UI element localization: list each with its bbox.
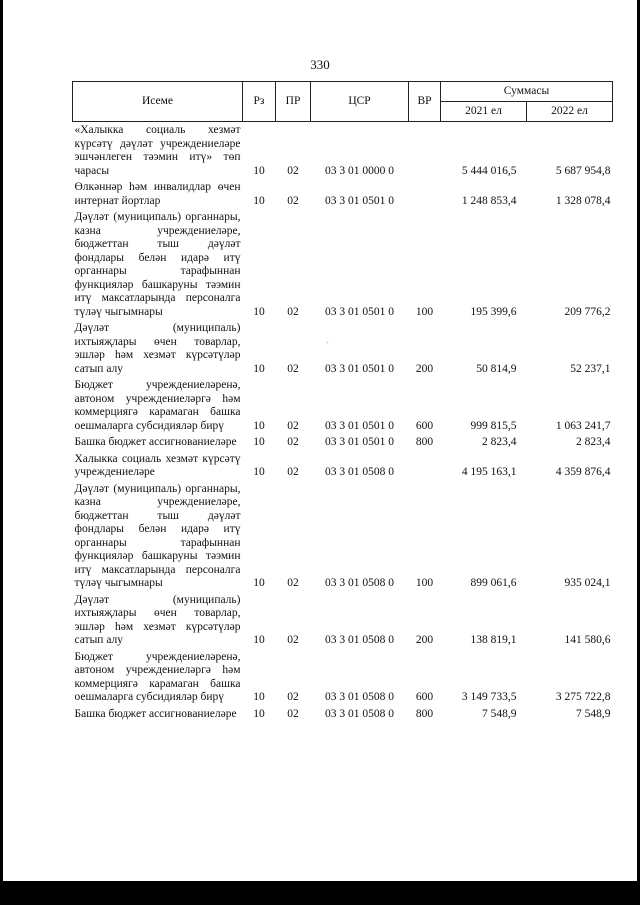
row-name: Өлкәннәр һәм инвалидлар өчен интернат йортлар xyxy=(74,181,241,207)
row-rz: 10 xyxy=(253,577,265,589)
row-vr: 800 xyxy=(415,436,434,448)
row-csr: 03 3 01 0501 0 xyxy=(325,305,394,318)
header-year-2022: 2022 ел xyxy=(527,102,613,122)
row-amount-2021: 195 399,6 xyxy=(470,305,517,318)
row-name: Бюджет учреждениеләренә, автоном учреждениеләргә һәм коммерциягә карамаган башка оешмаларга субсидияләр бирү xyxy=(74,650,241,703)
table-row xyxy=(73,122,613,180)
row-csr: 03 3 01 0508 0 xyxy=(325,691,394,703)
header-sums: Суммасы xyxy=(441,82,613,102)
budget-table xyxy=(72,81,613,722)
table-row xyxy=(73,451,613,481)
row-csr: 03 3 01 0501 0 xyxy=(325,194,394,207)
scan-speck: ᐟ xyxy=(326,340,329,348)
row-pr: 02 xyxy=(287,305,299,318)
row-pr: 02 xyxy=(287,577,299,589)
row-pr: 02 xyxy=(287,634,299,646)
table-row xyxy=(73,592,613,649)
row-rz: 10 xyxy=(253,466,265,478)
row-name: Дәүләт (муниципаль) ихтыяҗлары өчен товарлар, эшләр һәм хезмәт күрсәтүләр сатып алу xyxy=(74,322,241,375)
row-amount-2022: 1 063 241,7 xyxy=(555,419,611,432)
row-amount-2022: 5 687 954,8 xyxy=(555,164,611,177)
table-row xyxy=(73,377,613,434)
header-rz: Рз xyxy=(243,82,276,122)
row-amount-2022: 141 580,6 xyxy=(564,634,611,646)
row-amount-2022: 3 275 722,8 xyxy=(555,691,611,703)
row-vr: 200 xyxy=(415,362,434,375)
table-row xyxy=(73,481,613,592)
row-csr: 03 3 01 0508 0 xyxy=(325,634,394,646)
row-rz: 10 xyxy=(253,436,265,448)
scan-border-left xyxy=(0,0,3,905)
row-pr: 02 xyxy=(287,466,299,478)
row-name: Бюджет учреждениеләренә, автоном учреждениеләргә һәм коммерциягә карамаган башка оешмаларга субсидияләр бирү xyxy=(74,379,241,432)
row-vr xyxy=(409,451,441,481)
header-pr: ПР xyxy=(276,82,311,122)
row-name: Дәүләт (муниципаль) органнары, казна учреждениеләре, бюджеттан тыш дәүләт фондлары белән идарә итү органнары тарафыннан функцияләр башкаруны тәэмин итү максатларында персоналга түләү чыгымнары xyxy=(74,211,241,318)
row-vr: 600 xyxy=(415,419,434,432)
row-vr: 100 xyxy=(415,305,434,318)
row-amount-2022: 52 237,1 xyxy=(570,362,611,375)
table-row xyxy=(73,434,613,451)
table-row xyxy=(73,706,613,723)
table-row xyxy=(73,320,613,377)
row-csr: 03 3 01 0501 0 xyxy=(325,419,394,432)
row-pr: 02 xyxy=(287,436,299,448)
row-vr: 100 xyxy=(415,577,434,589)
row-vr xyxy=(409,122,441,180)
row-name: Башка бюджет ассигнованиеләре xyxy=(74,707,237,720)
row-amount-2021: 1 248 853,4 xyxy=(461,194,517,207)
row-rz: 10 xyxy=(253,164,265,177)
row-pr: 02 xyxy=(287,362,299,375)
row-amount-2021: 138 819,1 xyxy=(470,634,517,646)
row-amount-2022: 935 024,1 xyxy=(564,577,611,589)
table-body xyxy=(73,122,613,723)
row-pr: 02 xyxy=(287,194,299,207)
row-amount-2022: 1 328 078,4 xyxy=(555,194,611,207)
row-rz: 10 xyxy=(253,419,265,432)
row-rz: 10 xyxy=(253,691,265,703)
row-amount-2021: 3 149 733,5 xyxy=(461,691,517,703)
row-rz: 10 xyxy=(253,707,265,720)
row-csr: 03 3 01 0501 0 xyxy=(325,436,394,448)
row-csr: 03 3 01 0508 0 xyxy=(325,466,394,478)
row-amount-2021: 999 815,5 xyxy=(470,419,517,432)
row-name: Дәүләт (муниципаль) органнары, казна учреждениеләре, бюджеттан тыш дәүләт фондлары белән идарә итү органнары тарафыннан функцияләр башкаруны тәэмин итү максатларында персоналга түләү чыгымнары xyxy=(74,482,241,589)
row-csr: 03 3 01 0508 0 xyxy=(325,577,394,589)
header-year-2021: 2021 ел xyxy=(441,102,527,122)
row-amount-2021: 7 548,9 xyxy=(482,707,517,720)
row-name: «Халыкка социаль хезмәт күрсәтү дәүләт учреждениеләре эшчәнлеген тәэмин итү» төп чарасы xyxy=(74,124,241,177)
row-name: Башка бюджет ассигнованиеләре xyxy=(74,436,237,448)
header-name: Исеме xyxy=(73,82,243,122)
row-pr: 02 xyxy=(287,691,299,703)
row-pr: 02 xyxy=(287,707,299,720)
row-amount-2021: 50 814,9 xyxy=(476,362,517,375)
scan-border-bottom xyxy=(0,881,640,905)
row-csr: 03 3 01 0508 0 xyxy=(325,707,394,720)
row-csr: 03 3 01 0000 0 xyxy=(325,164,394,177)
row-vr xyxy=(409,179,441,209)
row-name: Дәүләт (муниципаль) ихтыяҗлары өчен товарлар, эшләр һәм хезмәт күрсәтүләр сатып алу xyxy=(74,593,241,646)
header-vr: ВР xyxy=(409,82,441,122)
row-amount-2021: 2 823,4 xyxy=(482,436,517,448)
row-pr: 02 xyxy=(287,419,299,432)
table-row xyxy=(73,179,613,209)
page-number: 330 xyxy=(310,57,330,72)
row-amount-2021: 5 444 016,5 xyxy=(461,164,517,177)
header-csr: ЦСР xyxy=(311,82,409,122)
row-amount-2022: 209 776,2 xyxy=(564,305,611,318)
row-amount-2022: 7 548,9 xyxy=(576,707,611,720)
table-row xyxy=(73,209,613,320)
row-pr: 02 xyxy=(287,164,299,177)
row-vr: 600 xyxy=(415,691,434,703)
row-amount-2021: 899 061,6 xyxy=(470,577,517,589)
row-csr: 03 3 01 0501 0 xyxy=(325,362,394,375)
row-name: Халыкка социаль хезмәт күрсәтү учреждениеләре xyxy=(74,452,241,478)
row-amount-2022: 2 823,4 xyxy=(576,436,611,448)
row-rz: 10 xyxy=(253,194,265,207)
row-rz: 10 xyxy=(253,305,265,318)
row-rz: 10 xyxy=(253,634,265,646)
row-amount-2021: 4 195 163,1 xyxy=(461,466,517,478)
table-row xyxy=(73,649,613,706)
table-header xyxy=(73,82,613,122)
row-vr: 800 xyxy=(415,707,434,720)
row-rz: 10 xyxy=(253,362,265,375)
row-amount-2022: 4 359 876,4 xyxy=(555,466,611,478)
row-vr: 200 xyxy=(415,634,434,646)
